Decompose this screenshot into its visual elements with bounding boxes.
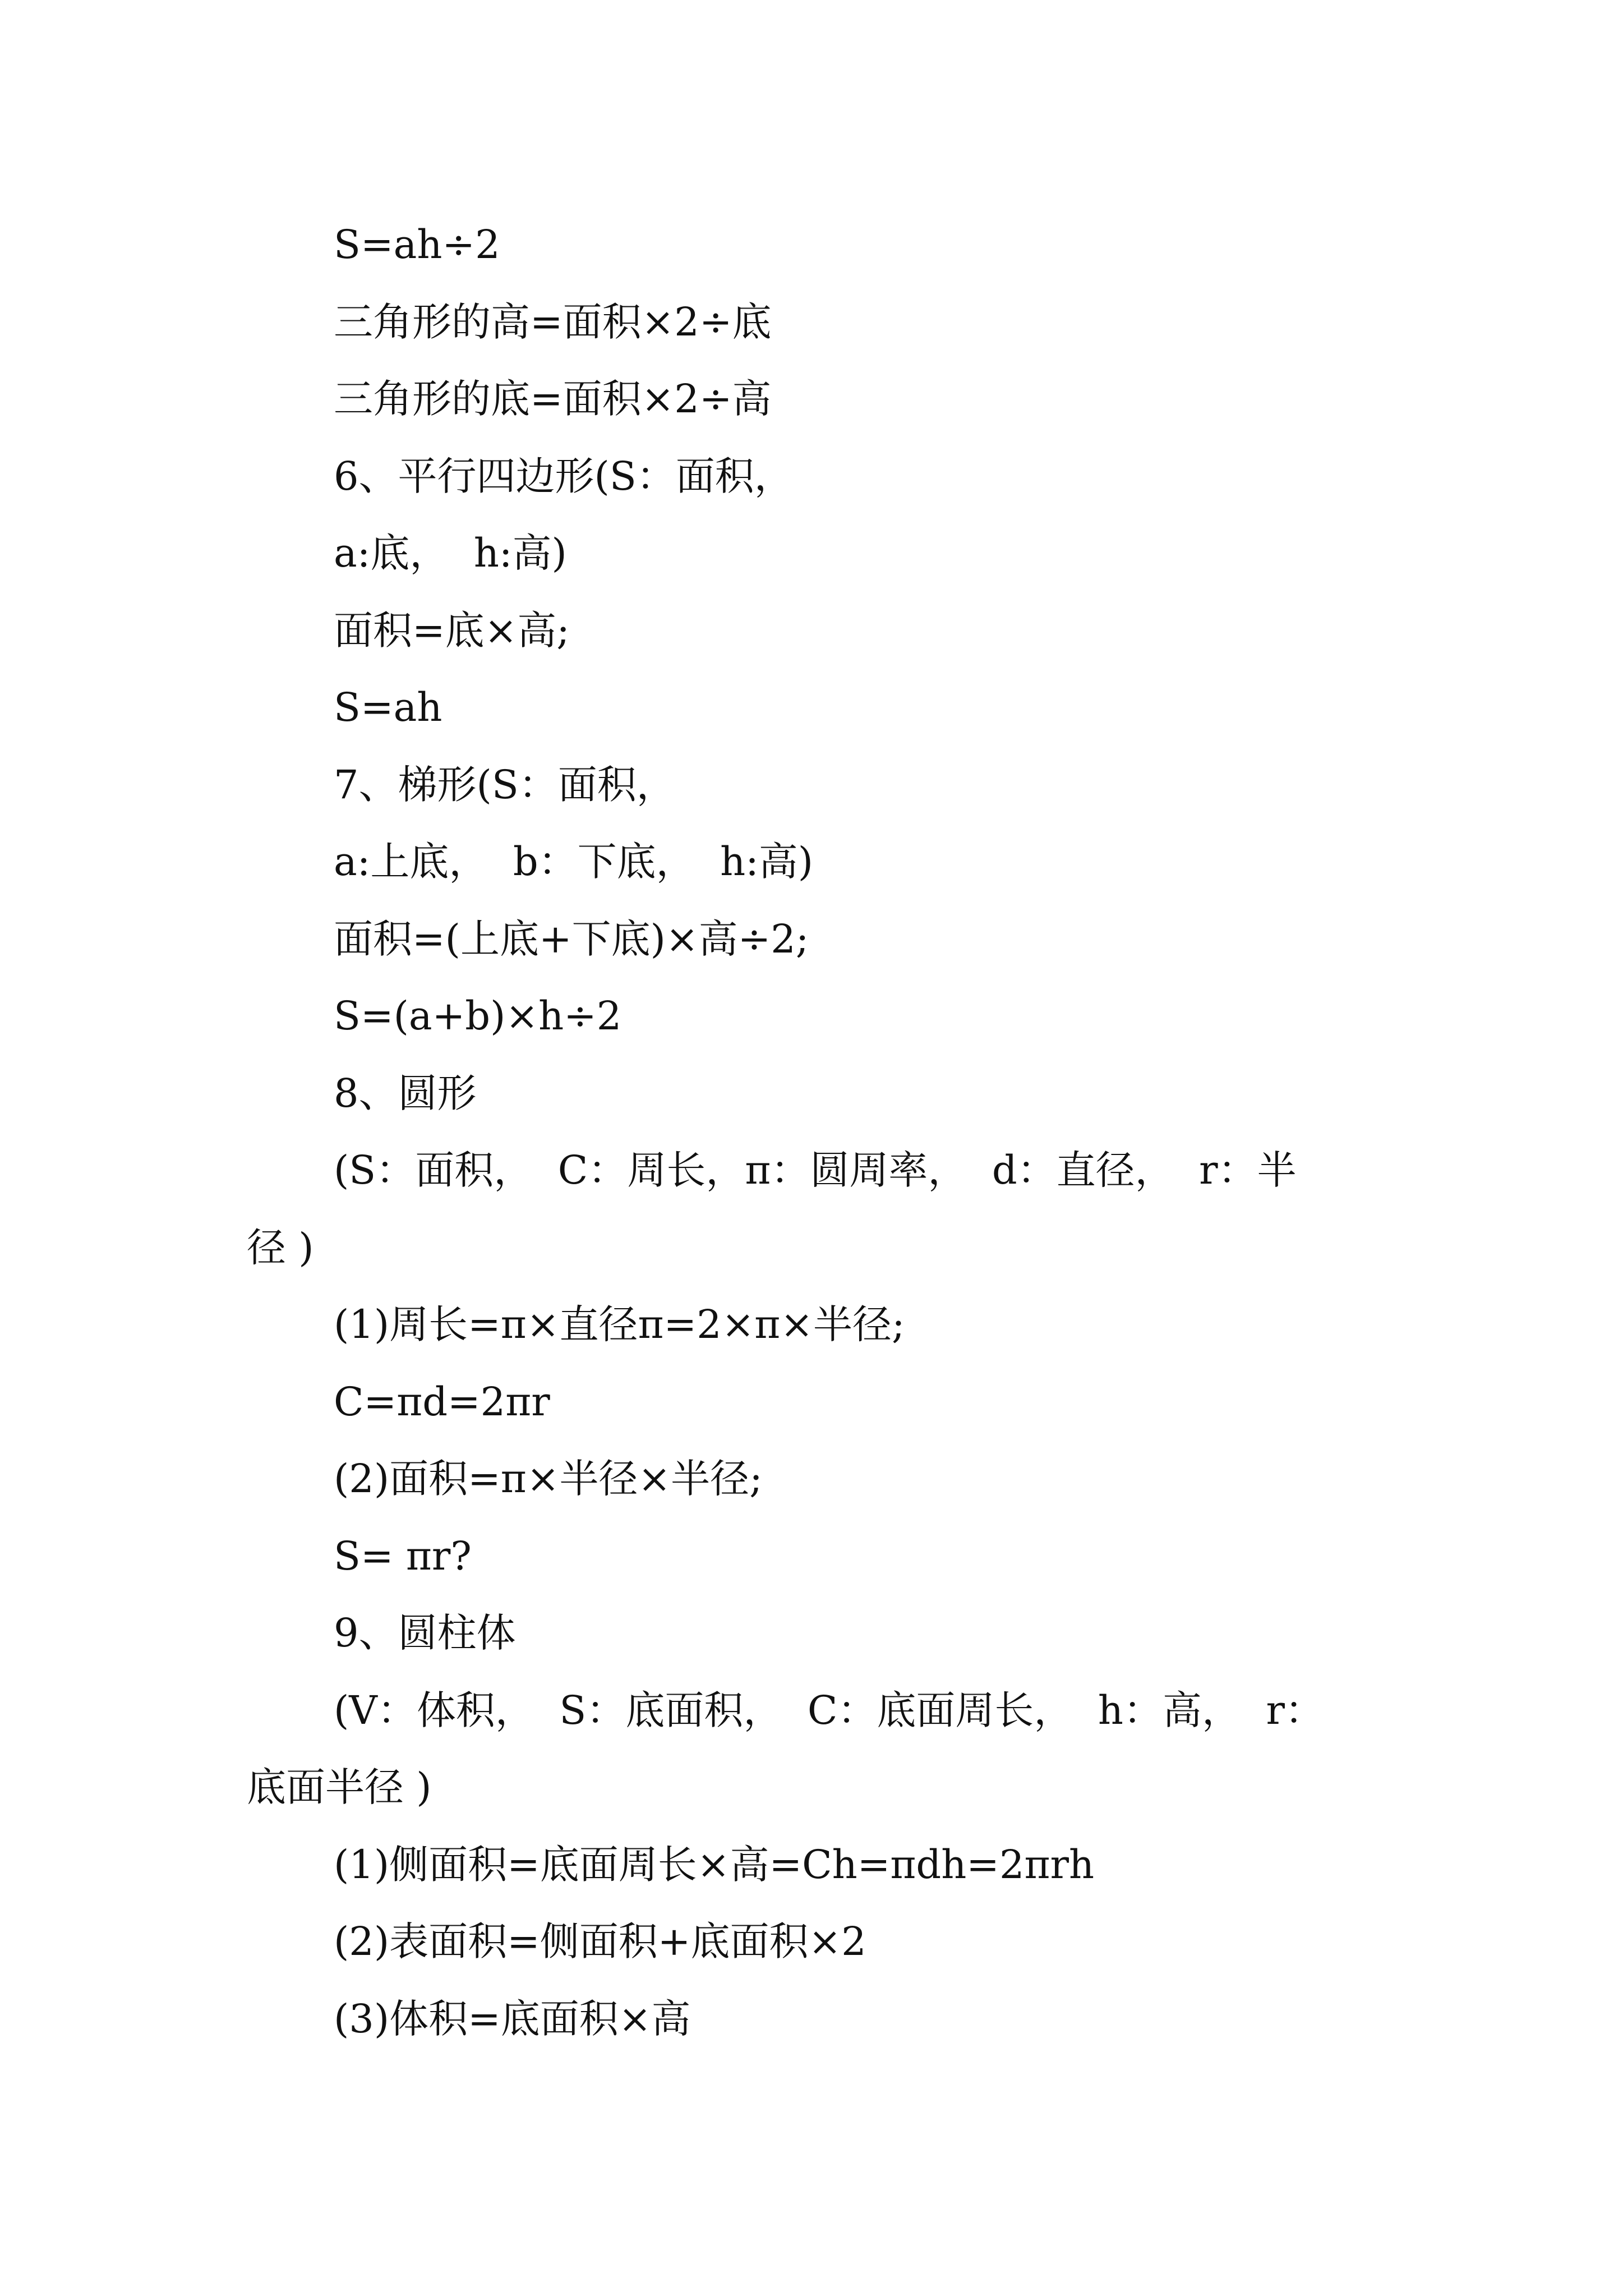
text-line: a:底， h:高) [334,530,567,576]
text-line: 6、平行四边形(S：面积， [334,453,794,499]
text-line: 底面半径 ) [247,1764,432,1810]
text-line: (S：面积， C：周长，π：圆周率， d：直径， r：半 [334,1147,1297,1193]
document-body [247,206,1402,2058]
text-line: S= πr? [334,1533,472,1579]
text-line: 9、圆柱体 [334,1610,516,1656]
text-line: 面积=底×高; [334,607,570,654]
text-line: 三角形的高=面积×2÷底 [334,298,772,345]
text-line: (1)侧面积=底面周长×高=Ch=πdh=2πrh [334,1841,1095,1888]
text-line: 7、梯形(S：面积， [334,761,676,808]
text-line: (1)周长=π×直径π=2×π×半径; [334,1301,905,1347]
text-line: (3)体积=底面积×高 [334,1995,691,2042]
text-line: S=ah÷2 [334,222,500,268]
text-line: (V：体积， S：底面积， C：底面周长， h：高， r： [334,1687,1324,1733]
text-line: (2)表面积=侧面积+底面积×2 [334,1918,866,1964]
text-line: 三角形的底=面积×2÷高 [334,376,772,422]
text-line: S=(a+b)×h÷2 [334,993,622,1039]
text-line: 面积=(上底+下底)×高÷2; [334,915,809,962]
text-line: a:上底， b：下底， h:高) [334,839,814,885]
text-line: (2)面积=π×半径×半径; [334,1456,763,1502]
text-line: S=ah [334,684,442,730]
text-line: 径 ) [247,1224,314,1271]
text-line: C=πd=2πr [334,1378,550,1425]
text-line: 8、圆形 [334,1070,477,1116]
